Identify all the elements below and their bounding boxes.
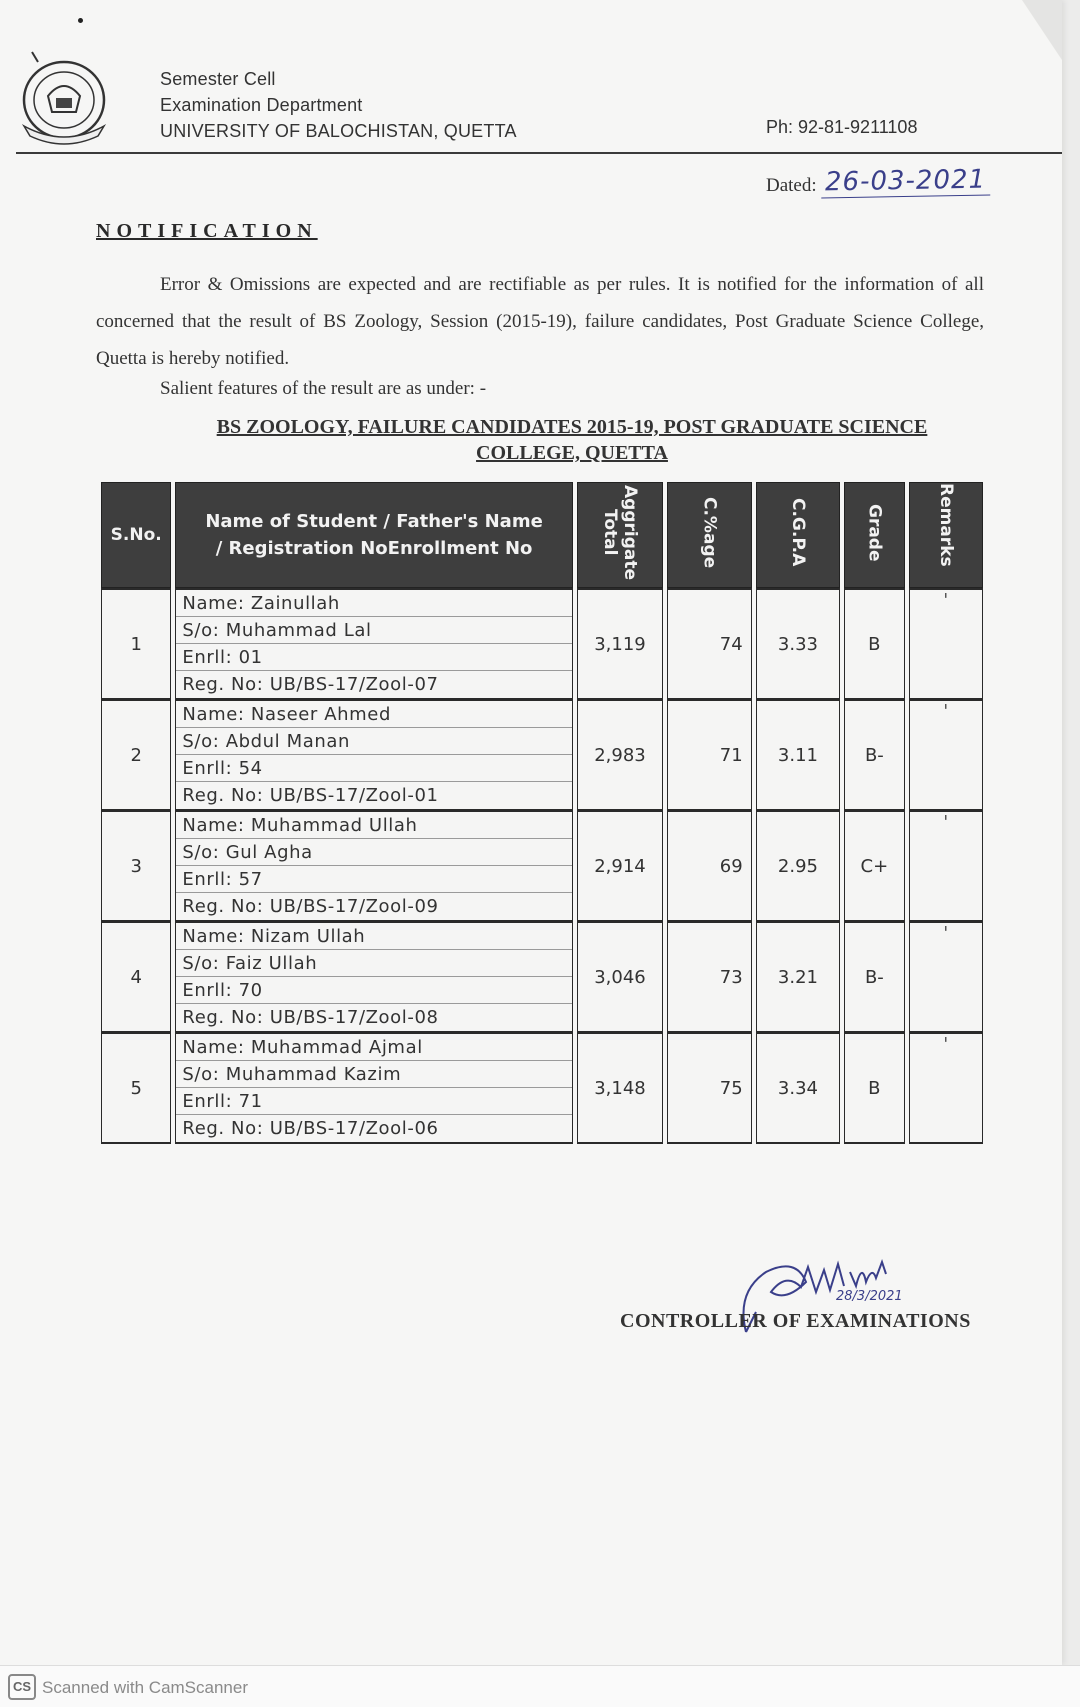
enrollment-no: Enrll: 70 — [176, 977, 571, 1004]
table-title — [150, 414, 994, 466]
registration-no: Reg. No: UB/BS-17/Zool-09 — [182, 896, 439, 917]
registration-no: Reg. No: UB/BS-17/Zool-07 — [182, 674, 439, 695]
cell-sno: 3 — [101, 810, 171, 921]
cell-cgpa: 3.34 — [756, 1032, 840, 1144]
cell-sno: 4 — [101, 921, 171, 1032]
father-name: S/o: Faiz Ullah — [176, 950, 571, 977]
cell-student-details — [175, 1032, 572, 1144]
cell-sno: 5 — [101, 1032, 171, 1144]
header-grade — [844, 482, 904, 588]
father-name: S/o: Gul Agha — [176, 839, 571, 866]
cell-cgpa: 3.33 — [756, 588, 840, 699]
cell-aggregate: 3,046 — [577, 921, 664, 1032]
cell-grade: C+ — [844, 810, 904, 921]
table-row — [101, 1032, 983, 1144]
cell-cgpa: 3.11 — [756, 699, 840, 810]
university-seal-icon — [18, 48, 110, 148]
student-name: Name: Zainullah — [176, 590, 571, 617]
header-cgpa — [756, 482, 840, 588]
header-grade-text: Grade — [864, 503, 885, 562]
signature-date-handwritten: 28/3/2021 — [836, 1289, 903, 1304]
student-name: Name: Nizam Ullah — [176, 923, 571, 950]
notification-body-text: Error & Omissions are expected and are rectifiable as per rules. It is notified for the information of all concerned that the result of BS Zoology, Session (2015-19), failure candidates, Post Graduate Science College, Quetta is hereby notified. — [96, 274, 984, 369]
ink-dot — [78, 18, 83, 23]
camscanner-logo-icon: CS — [8, 1674, 36, 1700]
header-aggregate-line2: Total — [599, 509, 620, 556]
table-row — [101, 588, 983, 699]
dated-label: Dated: — [766, 175, 817, 196]
cell-remarks: ' — [909, 699, 983, 810]
table-row — [101, 699, 983, 810]
header-line-university: UNIVERSITY OF BALOCHISTAN, QUETTA — [160, 121, 517, 141]
cell-remarks: ' — [909, 810, 983, 921]
scanner-footer — [0, 1665, 1080, 1707]
page-corner-fold — [1022, 0, 1062, 60]
header-line-cell: Semester Cell — [160, 69, 276, 89]
controller-title: CONTROLLER OF EXAMINATIONS — [620, 1310, 971, 1332]
table-row — [101, 921, 983, 1032]
cell-cgpa: 2.95 — [756, 810, 840, 921]
result-table — [97, 482, 987, 1144]
cell-grade: B — [844, 1032, 904, 1144]
cell-sno: 2 — [101, 699, 171, 810]
cell-grade: B- — [844, 921, 904, 1032]
cell-aggregate: 3,119 — [577, 588, 664, 699]
table-title-line1: BS ZOOLOGY, FAILURE CANDIDATES 2015-19, POST GRADUATE SCIENCE — [216, 416, 928, 438]
header-line-department: Examination Department — [160, 95, 363, 115]
cell-percentage: 69 — [667, 810, 751, 921]
header-divider — [16, 152, 1062, 154]
father-name: S/o: Abdul Manan — [176, 728, 571, 755]
registration-no: Reg. No: UB/BS-17/Zool-08 — [182, 1007, 439, 1028]
father-name: S/o: Muhammad Kazim — [176, 1061, 571, 1088]
enrollment-no: Enrll: 54 — [176, 755, 571, 782]
cell-remarks: ' — [909, 588, 983, 699]
cell-student-details — [175, 810, 572, 921]
cell-cgpa: 3.21 — [756, 921, 840, 1032]
cell-remarks: ' — [909, 921, 983, 1032]
table-header-row — [101, 482, 983, 588]
cell-student-details — [175, 588, 572, 699]
cell-remarks: ' — [909, 1032, 983, 1144]
cell-student-details — [175, 921, 572, 1032]
salient-features-line: Salient features of the result are as under: - — [160, 378, 487, 399]
father-name: S/o: Muhammad Lal — [176, 617, 571, 644]
enrollment-no: Enrll: 57 — [176, 866, 571, 893]
cell-grade: B- — [844, 699, 904, 810]
notification-body — [96, 266, 984, 377]
cell-student-details — [175, 699, 572, 810]
header-percentage-text: C.%age — [699, 496, 720, 569]
header-name — [175, 482, 572, 588]
student-name: Name: Muhammad Ullah — [176, 812, 571, 839]
student-name: Name: Muhammad Ajmal — [176, 1034, 571, 1061]
cell-percentage: 73 — [667, 921, 751, 1032]
cell-aggregate: 2,914 — [577, 810, 664, 921]
student-name: Name: Naseer Ahmed — [176, 701, 571, 728]
registration-no: Reg. No: UB/BS-17/Zool-06 — [182, 1118, 439, 1139]
header-remarks-text: Remarks — [935, 483, 956, 567]
header-aggregate — [577, 482, 664, 588]
dated-value-handwritten: 26-03-2021 — [821, 165, 991, 199]
header-name-line1: Name of Student / Father's Name — [205, 511, 543, 532]
dated-line — [766, 166, 991, 197]
enrollment-no: Enrll: 01 — [176, 644, 571, 671]
cell-percentage: 74 — [667, 588, 751, 699]
phone-number: Ph: 92-81-9211108 — [766, 117, 918, 137]
table-row — [101, 810, 983, 921]
header-aggregate-text — [600, 485, 640, 580]
cell-grade: B — [844, 588, 904, 699]
cell-percentage: 71 — [667, 699, 751, 810]
header-sno: S.No. — [101, 482, 171, 588]
enrollment-no: Enrll: 71 — [176, 1088, 571, 1115]
cell-aggregate: 3,148 — [577, 1032, 664, 1144]
camscanner-watermark-text: Scanned with CamScanner — [42, 1678, 249, 1697]
header-name-line2: / Registration NoEnrollment No — [215, 538, 533, 559]
header-remarks — [909, 482, 983, 588]
notification-title: NOTIFICATION — [96, 220, 318, 242]
cell-aggregate: 2,983 — [577, 699, 664, 810]
registration-no: Reg. No: UB/BS-17/Zool-01 — [182, 785, 439, 806]
header-percentage — [667, 482, 751, 588]
table-title-line2: COLLEGE, QUETTA — [476, 442, 668, 464]
header-cgpa-text: C.G.P.A — [787, 498, 808, 567]
header-aggregate-line1: Aggrigate — [619, 484, 640, 580]
office-header — [160, 66, 517, 144]
cell-sno: 1 — [101, 588, 171, 699]
cell-percentage: 75 — [667, 1032, 751, 1144]
